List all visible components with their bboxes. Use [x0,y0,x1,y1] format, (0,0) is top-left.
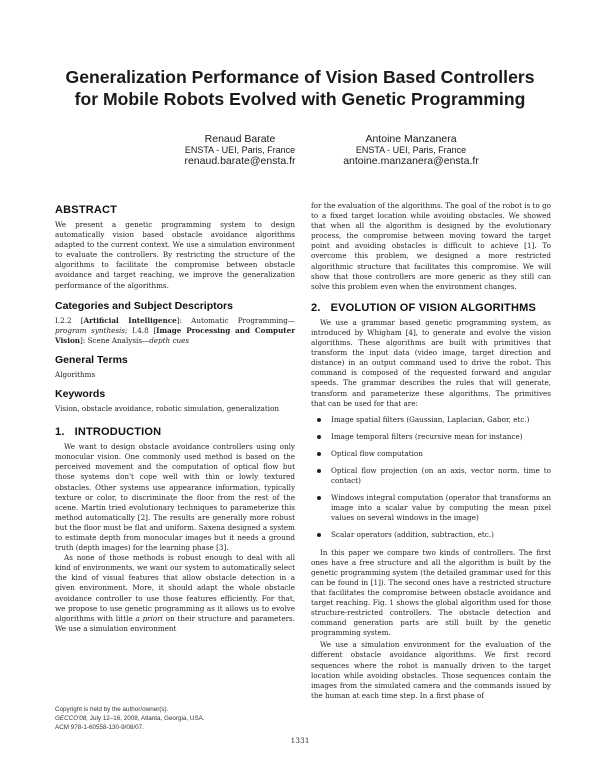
title-line-2: for Mobile Robots Evolved with Genetic Programming [74,89,526,109]
section-title: INTRODUCTION [74,426,162,439]
right-column [311,201,551,701]
intro-heading [55,425,295,439]
author-affiliation: ENSTA - UEI, Paris, France [184,145,296,155]
copyright-line-2 [55,714,295,723]
copyright-notice [55,705,295,732]
bullet-icon [317,418,321,422]
list-item-text: Scalar operators (addition, subtraction, etc.) [331,530,494,540]
page-number: 1331 [290,736,310,745]
list-item [311,466,551,486]
list-item-text: Image temporal filters (recursive mean for instance) [331,431,523,441]
author-1 [140,133,340,167]
cat-depth-cues: depth cues [149,335,190,345]
conference-name: GECCO'08, [55,715,89,722]
intro-p2-b: on their structure and parameters. We use a simulation environment [55,613,295,633]
general-terms-heading: General Terms [55,353,128,366]
bullet-icon [317,496,321,500]
author-2 [311,133,511,167]
author-email: antoine.manzanera@ensta.fr [343,155,479,167]
intro-paragraph-2 [55,553,295,634]
author-email: renaud.barate@ensta.fr [184,155,296,167]
author-affiliation: ENSTA - UEI, Paris, France [355,145,467,155]
keywords-text: Vision, obstacle avoidance, robotic simulation, generalization [55,404,280,414]
categories-heading: Categories and Subject Descriptors [55,299,233,312]
bullet-icon [317,469,321,473]
list-item-text: Windows integral computation (operator that transforms an image into a scalar value by computing the mean pixel values on several windows in the image) [331,493,551,523]
left-column [55,203,295,634]
section-number: 1. [55,426,65,439]
abstract-heading: ABSTRACT [55,204,118,216]
evolution-paragraph-2: In this paper we compare two kinds of controllers. The first ones have a free structure and all the algorithm is built by the genetic programming system (the detailed grammar used for this can be found in [1]). The second ones have a restricted structure that facilitates the compromise between obstacle avoidance and target reaching. Fig. 1 shows the global algorithm used for those structure-restricted controllers. The obstacle detection and command generation parts are still built by the genetic programming system. [311,547,551,638]
evolution-paragraph-3: We use a simulation environment for the evaluation of the different obstacle avoidance algorithms. We first record sequences where the robot is manually driven to the target location while avoiding obstacles. Those sequences contain the images from the simulated camera and the commands issued by the human at each time step. In a first phase of [311,640,551,700]
section-number: 2. [311,301,321,314]
paper-title [40,66,560,110]
abstract-text: We present a genetic programming system to design automatically vision based obstacle avoidance algorithms adapted to the current context. We use a simulation environment to evaluate the controllers. By restricting the structure of the algorithms to facilitate the compromise between obstacle avoidance and target reaching, we improve the generalization performance of the algorithms. [55,220,295,290]
bullet-icon [317,452,321,456]
intro-paragraph-1: We want to design obstacle avoidance controllers using only monocular vision. One commonly used method is based on the perceived movement and the computation of optical flow but those systems don't cope well with thin or lowly textured obstacles. Other systems use appearance information, typically texture or color, to discriminate the floor from the rest of the scene. Martin tried evolutionary techniques to parameterize this method automatically [2]. The results are generally more robust but the floor must be flat and uniform. Saxena designed a system to estimate depth from monocular images but it needs a ground truth (depth images) for the learning phase [3]. [55,442,295,553]
cat-id: I.2.2 [ [55,315,84,325]
list-item-text: Optical flow computation [331,448,423,458]
bullet-icon [317,435,321,439]
intro-continuation: for the evaluation of the algorithms. The goal of the robot is to go to a fixed target location while avoiding obstacles. We showed that when all the algorithm is designed by the evolutionary process, the compromise between moving toward the target point and avoiding obstacles is difficult to achieve [1]. To overcome this problem, we designed a more restricted algorithmic structure that facilitates this compromise. We will show that those controllers are more generic as they still can solve this problem even when the environment changes. [311,201,551,291]
primitives-list [311,415,551,541]
intro-p2-a: As none of those methods is robust enough to deal with all kind of environments, we want our system to automatically select the kind of visual features that allow obstacle detection in a given environment. More, it should adapt the whole obstacle avoidance controller to use those features efficiently. For that, we propose to use genetic programming as it allows us to evolve algorithms with little [55,553,295,623]
list-item [311,432,551,442]
cat-t2: ]: Automatic Programming— [176,315,295,325]
cat-program-synthesis: program synthesis [55,325,125,335]
evolution-heading [311,301,551,315]
cat-ai: Artificial Intelligence [83,315,177,325]
list-item [311,415,551,425]
cat-ipcv: Image Processing and Computer Vision [55,325,295,345]
copyright-line-1: Copyright is held by the author/owner(s). [55,706,169,713]
general-terms-text: Algorithms [55,369,96,379]
intro-p2-ital: a priori [135,613,163,623]
cat-t4: ]: Scene Analysis— [79,335,150,345]
categories-text [55,316,295,346]
list-item-text: Image spatial filters (Gaussian, Laplacian, Gabor, etc.) [331,414,530,424]
evolution-paragraph-1: We use a grammar based genetic programming system, as introduced by Whigham [4], to generate and evolve the vision algorithms. These algorithms are built with primitives that transform the input data (video image, target direction and distance) in an output command used to drive the robot. This command is composed of the requested forward and angular speeds. The grammar describes the rules that will generate, transform and parameterize these algorithms. The primitives that can be used for that are: [311,317,551,408]
section-title: EVOLUTION OF VISION ALGORITHMS [330,301,537,314]
keywords-heading: Keywords [55,388,106,401]
author-name: Renaud Barate [204,133,276,145]
list-item [311,449,551,459]
conference-details: July 12–16, 2008, Atlanta, Georgia, USA. [88,715,205,722]
list-item [311,530,551,540]
list-item [311,493,551,523]
title-line-1: Generalization Performance of Vision Based Controllers [65,67,535,87]
author-name: Antoine Manzanera [365,133,457,145]
cat-t3: ; I.4.8 [ [125,325,157,335]
copyright-line-3: ACM 978-1-60558-130-9/08/07. [55,724,144,731]
list-item-text: Optical flow projection (on an axis, vector norm, time to contact) [331,465,551,486]
bullet-icon [317,533,321,537]
